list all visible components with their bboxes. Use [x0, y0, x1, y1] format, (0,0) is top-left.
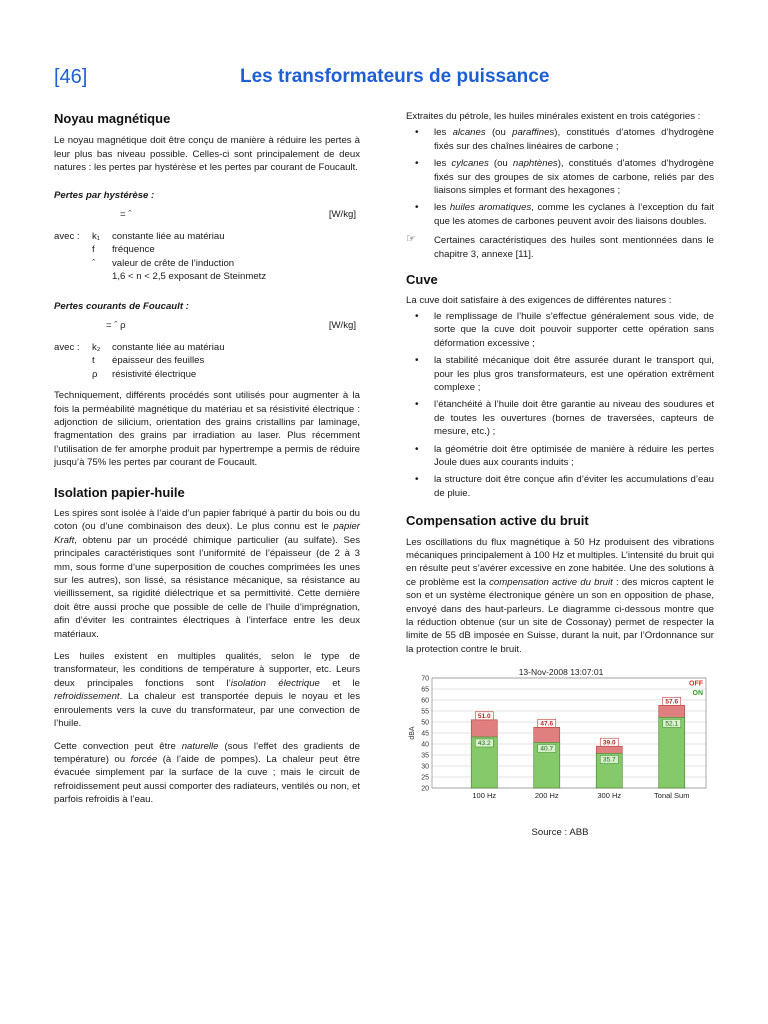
bar-on-label: 40.7 — [540, 745, 554, 753]
bar-on-label: 43.2 — [477, 740, 491, 748]
cuve-intro: La cuve doit satisfaire à des exigences de différentes natures : — [406, 295, 672, 307]
list-item: • l’étanchéité à l’huile doit être garantie au niveau des soudures et de toutes les ouvertures (bornes de traversées, capteurs de mesure, etc.) ; — [406, 398, 714, 438]
list-item: • les alcanes (ou paraffines), constitués d’atomes d’hydrogène fixés sur des chaînes linéaires de carbone ; — [406, 126, 714, 153]
noise-chart — [406, 666, 714, 820]
page-title: Les transformateurs de puissance — [240, 66, 550, 87]
chart-source: Source : ABB — [531, 827, 589, 839]
page-header — [54, 66, 714, 94]
list-item: • le remplissage de l’huile s’effectue généralement sous vide, de sorte que la cuve doit pouvoir supporter cette opération sans déformation excessive ; — [406, 310, 714, 350]
legend-on: ON — [692, 690, 703, 698]
oil-note — [406, 234, 714, 261]
definition-row: ρ résistivité électrique — [92, 368, 197, 380]
left-column — [54, 110, 360, 807]
pointing-hand-icon: ☞ — [406, 233, 416, 246]
y-tick-label: 50 — [421, 719, 429, 727]
definition-row: f fréquence — [92, 244, 155, 256]
bar-on-label: 52.1 — [665, 720, 679, 728]
list-item: • la structure doit être conçue afin d’éviter les accumulations d’eau de pluie. — [406, 473, 714, 500]
list-item: • les huiles aromatiques, comme les cyclanes à l’exception du fait que les atomes de carbones peuvent avoir des liaisons doubles. — [406, 201, 714, 228]
foucault-formula-expr: = ˆ ρ — [106, 320, 126, 331]
noise-chart-svg — [406, 666, 714, 820]
x-tick-label: 200 Hz — [534, 791, 559, 801]
cuve-list — [406, 310, 714, 500]
y-tick-label: 30 — [421, 763, 429, 771]
legend-off: OFF — [689, 680, 703, 688]
hysteresis-formula — [54, 208, 360, 228]
oils-list — [406, 126, 714, 228]
foucault-formula — [54, 319, 360, 339]
bar-on-label: 35.7 — [602, 756, 616, 764]
list-item: • la géométrie doit être optimisée de manière à réduire les pertes Joule dues aux courants induits ; — [406, 443, 714, 470]
definition-row: 1,6 < n < 2,5 exposant de Steinmetz — [112, 271, 267, 283]
definition-row: avec : k₁ constante liée au matériau — [54, 231, 225, 243]
y-tick-label: 65 — [421, 686, 429, 694]
y-tick-label: 45 — [421, 730, 429, 738]
chart-title: 13-Nov-2008 13:07:01 — [518, 667, 604, 678]
definition-row: t épaisseur des feuilles — [92, 355, 205, 367]
foucault-formula-unit: [W/kg] — [328, 320, 356, 331]
y-tick-label: 40 — [421, 741, 429, 749]
x-tick-label: Tonal Sum — [654, 791, 690, 801]
isolation-paragraph-1: Les spires sont isolée à l’aide d’un papier fabriqué à partir du bois ou du coton (ou d’une combinaison des deux). Le plus connu est le papier Kraft, obtenu par un procédé chimique particulier (au sulfate). Ses principales caractéristiques sont l’uniformité de l’épaisseur (de 2 à 3 mm, sous forme d’une superposition de couches comprimées les unes sur les autres), son lissé, sa résistance mécanique, sa résistance au vieillissement, sa rigidité diélectrique et sa permittivité. Cette dernière doit être aussi proche que possible de celle de l’huile d’imprégnation, afin d’éviter les contraintes électriques à l’interface entre les deux matériaux. — [54, 508, 360, 640]
isolation-paragraph-3: Cette convection peut être naturelle (sous l’effet des gradients de température) ou forcée (à l’aide de pompes). La chaleur peut être évacuée simplement par la surface de la cuve ; mais le circuit de refroidissement peut aussi comporter des radiateurs, ventilés ou non, et parfois refroidis à l’eau. — [54, 740, 360, 806]
y-axis-label: dBA — [409, 726, 416, 740]
noyau-paragraph-2: Techniquement, différents procédés sont utilisés pour augmenter à la fois la perméabilité magnétique du matériau et sa résistivité électrique : adjonction de silicium, orientation des grains cristallins par laminage, fragmentation des grains par irradiation au laser. Plus récemment l’utilisation de fer amorphe produit par hypertrempe a permis de réduire jusqu’à 75% les pertes par courant de Foucault. — [54, 390, 360, 469]
y-tick-label: 25 — [421, 774, 429, 782]
definition-row: ˆ valeur de crête de l’induction — [92, 257, 235, 269]
bar-off-label: 39.0 — [602, 739, 616, 747]
y-tick-label: 20 — [421, 785, 429, 793]
y-tick-label: 60 — [421, 697, 429, 705]
hysteresis-formula-expr: = ˆ — [120, 209, 132, 221]
hysteresis-formula-unit: [W/kg] — [328, 209, 356, 221]
hysteresis-heading: Pertes par hystérèse : — [54, 189, 155, 201]
x-tick-label: 100 Hz — [472, 791, 497, 801]
bar-off-label: 57.6 — [665, 698, 679, 706]
y-tick-label: 70 — [421, 675, 429, 683]
noyau-paragraph-1: Le noyau magnétique doit être conçu de manière à réduire les pertes à leur plus bas niveau possible. Celles-ci sont principalement de deux natures : les pertes par hystérèse et les pertes par courant de Foucault. — [54, 135, 360, 174]
list-item: • la stabilité mécanique doit être assurée durant le transport qui, pour les plus gros transformateurs, est une opération extrêment complexe ; — [406, 354, 714, 394]
oils-intro: Extraites du pétrole, les huiles minérales existent en trois catégories : — [406, 111, 701, 122]
bar-off-label: 51.0 — [477, 713, 491, 721]
isolation-heading: Isolation papier-huile — [54, 484, 185, 500]
x-tick-label: 300 Hz — [597, 791, 622, 801]
list-item: • les cylcanes (ou naphtènes), constitués d’atomes d’hydrogène fixés sur des groupes de six atomes de carbone, reliés par des liaisons simples et formant des hexagones ; — [406, 157, 714, 197]
compensation-paragraph: Les oscillations du flux magnétique à 50 Hz produisent des vibrations mécaniques principalement à 100 Hz et multiples. L’intensité du bruit qui en résulte peut s’avérer excessive en zone habitée. Une des solutions à ce problème est la compensation active du bruit : des micros captent le son et un système électronique génère un son en opposition de phase, envoyé dans des haut-parleurs. Le diagramme ci-dessous montre que la réduction obtenue (sur un site de Cossonay) permet de respecter la limite de 55 dB imposée en Suisse, durant la nuit, par l’Ordonnance sur la protection contre le bruit. — [406, 536, 714, 655]
foucault-definitions — [54, 341, 360, 381]
compensation-heading: Compensation active du bruit — [406, 513, 589, 529]
hysteresis-definitions — [54, 230, 360, 284]
definition-row: avec : k₂ constante liée au matériau — [54, 342, 225, 353]
bar-on — [659, 718, 685, 789]
isolation-paragraph-2: Les huiles existent en multiples qualités, selon le type de transformateur, les conditions de température à supporter, etc. Leurs deux principales fonctions sont l’isolation électrique et le refroidissement. La chaleur est transportée depuis le noyau et les enroulements vers la cuve du transformateur, par une convection de l’huile. — [54, 651, 360, 730]
foucault-heading: Pertes courants de Foucault : — [54, 300, 189, 312]
page-number: [46] — [54, 66, 88, 88]
cuve-heading: Cuve — [406, 272, 438, 288]
noyau-heading: Noyau magnétique — [54, 111, 171, 126]
y-tick-label: 35 — [421, 752, 429, 760]
oil-note-text: Certaines caractéristiques des huiles sont mentionnées dans le chapitre 3, annexe [11]. — [434, 235, 714, 260]
y-tick-label: 55 — [421, 708, 429, 716]
right-column — [406, 110, 714, 840]
bar-off-label: 47.6 — [540, 720, 554, 728]
